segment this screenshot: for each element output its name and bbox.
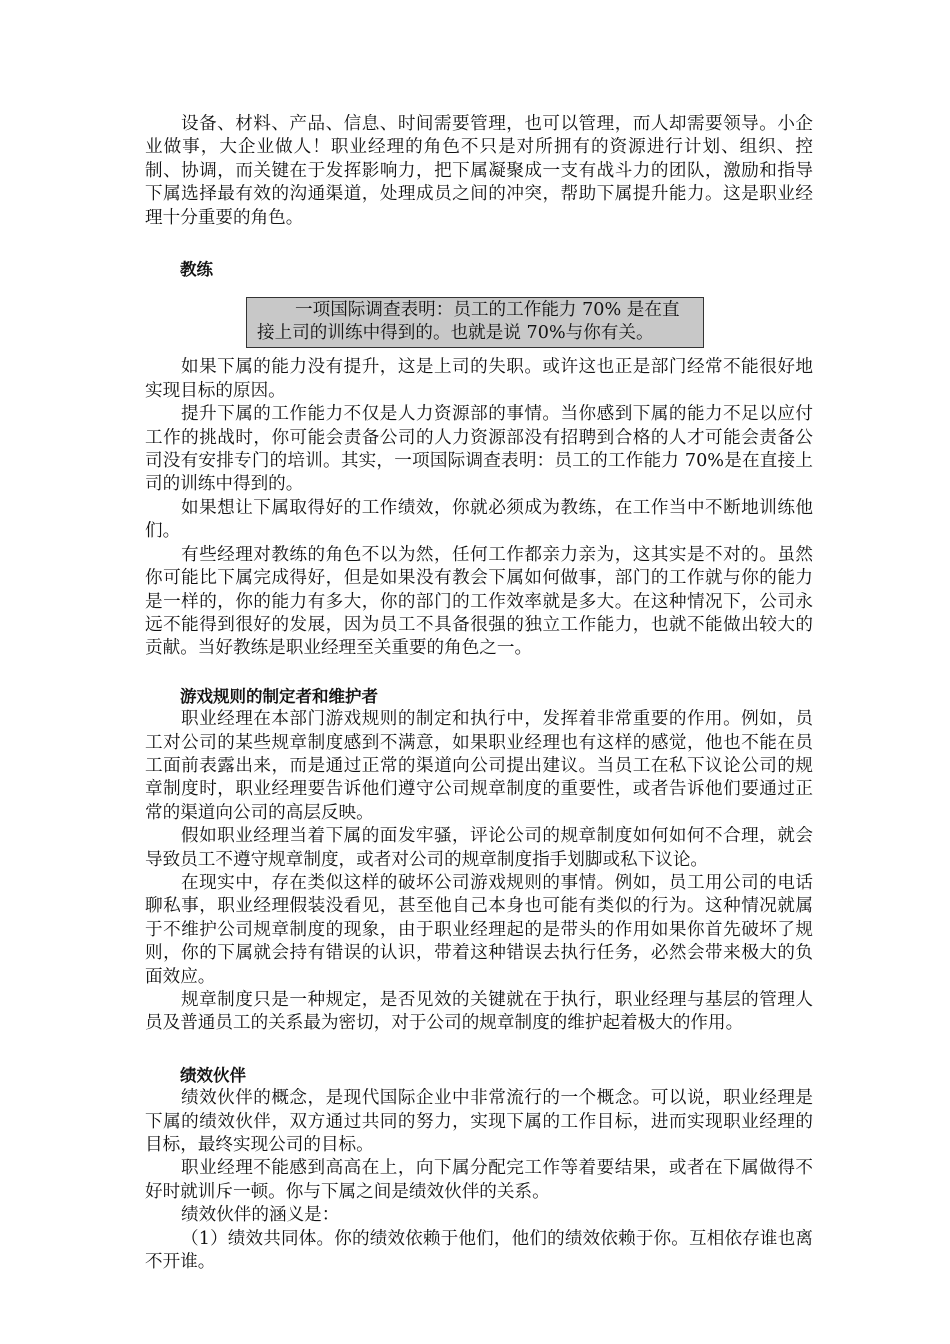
section-heading-coach: 教练 [180,260,213,280]
document-page [145,113,813,1274]
rules-paragraph: 职业经理在本部门游戏规则的制定和执行中，发挥着非常重要的作用。例如，员工对公司的某些规章制度感到不满意，如果职业经理也有这样的感觉，他也不能在员工面前表露出来，而是通过正常的渠道向公司提出建议。当员工在私下议论公司的规章制度时，职业经理要告诉他们遵守公司规章制度的重要性，或者告诉他们要通过正常的渠道向公司的高层反映。 [145,709,813,823]
callout-box: 一项国际调查表明：员工的工作能力 70% 是在直接上司的训练中得到的。也就是说 70%与你有关。 [246,297,704,348]
partner-paragraph: 绩效伙伴的涵义是： [181,1205,340,1226]
partner-paragraph: 职业经理不能感到高高在上，向下属分配完工作等着要结果，或者在下属做得不好时就训斥一顿。你与下属之间是绩效伙伴的关系。 [145,1158,813,1202]
section-heading-rules: 游戏规则的制定者和维护者 [180,686,378,706]
rules-paragraph: 在现实中，存在类似这样的破坏公司游戏规则的事情。例如，员工用公司的电话聊私事，职业经理假装没看见，甚至他自己本身也可能有类似的行为。这种情况就属于不维护公司规章制度的现象，由于职业经理起的是带头的作用如果你首先破坏了规则，你的下属就会持有错误的认识，带着这种错误去执行任务，必然会带来极大的负面效应。 [145,872,813,987]
section-heading-partner: 绩效伙伴 [180,1065,246,1085]
coach-paragraph: 提升下属的工作能力不仅是人力资源部的事情。当你感到下属的能力不足以应付工作的挑战时，你可能会责备公司的人力资源部没有招聘到合格的人才可能会责备公司没有安排专门的培训。其实，一项国际调查表明：员工的工作能力 70%是在直接上司的训练中得到的。 [145,404,813,495]
rules-paragraph: 假如职业经理当着下属的面发牢骚，评论公司的规章制度如何如何不合理，就会导致员工不遵守规章制度，或者对公司的规章制度指手划脚或私下议论。 [145,826,813,870]
intro-paragraph: 设备、材料、产品、信息、时间需要管理，也可以管理，而人却需要领导。小企业做事，大企业做人！职业经理的角色不只是对所拥有的资源进行计划、组织、控制、协调，而关键在于发挥影响力，把下属凝聚成一支有战斗力的团队，激励和指导下属选择最有效的沟通渠道，处理成员之间的冲突，帮助下属提升能力。这是职业经理十分重要的角色。 [145,114,813,228]
coach-paragraph: 如果下属的能力没有提升，这是上司的失职。或许这也正是部门经常不能很好地实现目标的原因。 [145,357,813,401]
partner-paragraph: 绩效伙伴的概念，是现代国际企业中非常流行的一个概念。可以说，职业经理是下属的绩效伙伴，双方通过共同的努力，实现下属的工作目标，进而实现职业经理的目标，最终实现公司的目标。 [145,1088,813,1156]
coach-paragraph: 有些经理对教练的角色不以为然，任何工作都亲力亲为，这其实是不对的。虽然你可能比下属完成得好，但是如果没有教会下属如何做事，部门的工作就与你的能力是一样的，你的能力有多大，你的部门的工作效率就是多大。在这种情况下，公司永远不能得到很好的发展，因为员工不具备很强的独立工作能力，也就不能做出较大的贡献。当好教练是职业经理至关重要的角色之一。 [145,544,813,659]
partner-list-item: （1）绩效共同体。你的绩效依赖于他们，他们的绩效依赖于你。互相依存谁也离不开谁。 [145,1228,813,1273]
coach-paragraph: 如果想让下属取得好的工作绩效，你就必须成为教练，在工作当中不断地训练他们。 [145,497,813,542]
rules-paragraph: 规章制度只是一种规定，是否见效的关键就在于执行，职业经理与基层的管理人员及普通员工的关系最为密切，对于公司的规章制度的维护起着极大的作用。 [145,990,813,1034]
